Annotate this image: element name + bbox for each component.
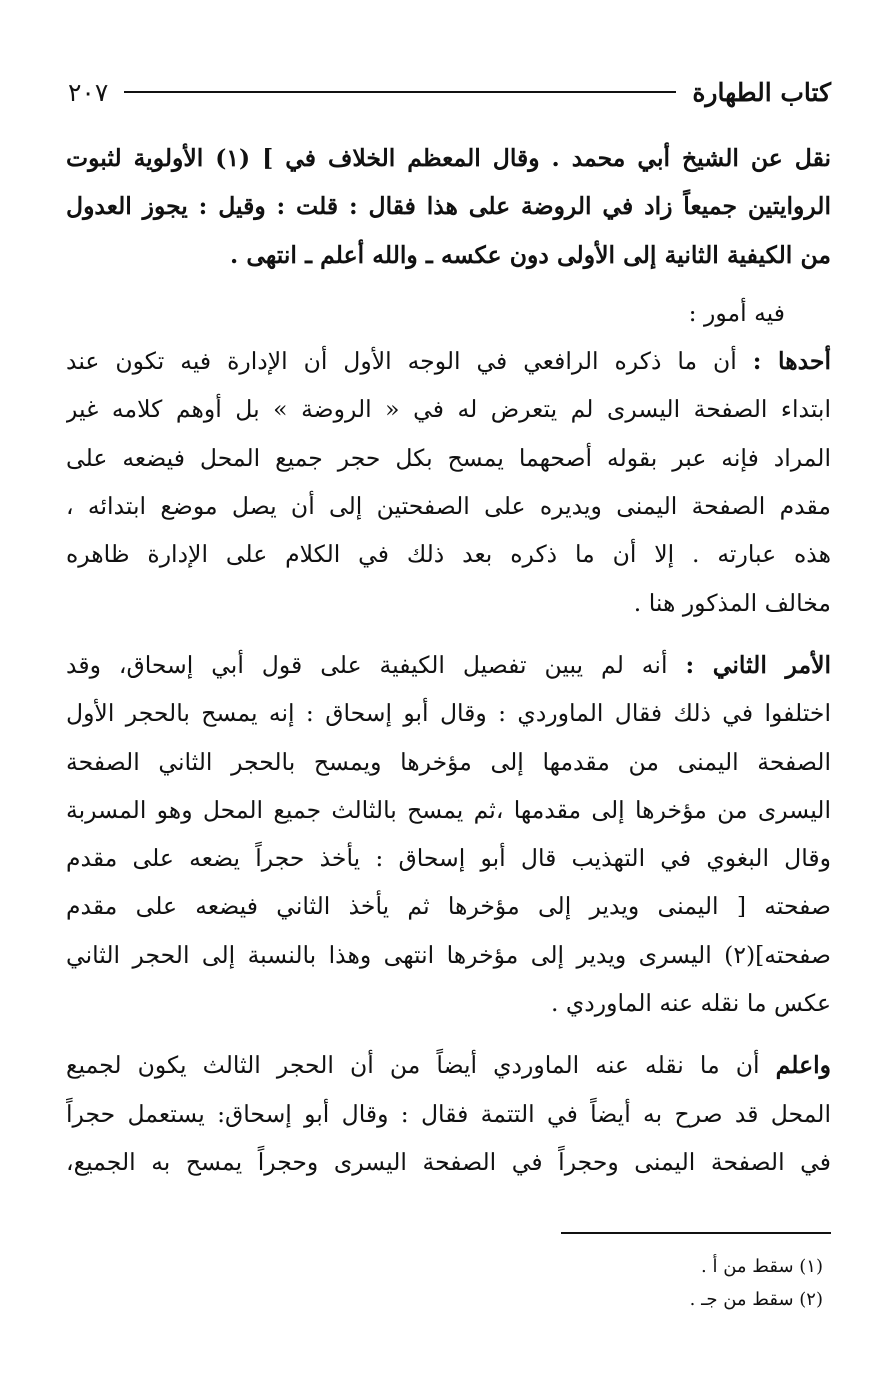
paragraph-4 <box>66 1041 831 1186</box>
text-line: اختلفوا في ذلك فقال الماوردي : وقال أبو إسحاق : إنه يمسح بالحجر الأول <box>66 699 831 728</box>
section-lead: واعلم <box>775 1051 831 1080</box>
text-line: في الصفحة اليمنى وحجراً في الصفحة اليسرى وحجراً يمسح به الجميع، <box>66 1147 831 1176</box>
footnote-2: (٢) سقط من جـ . <box>689 1289 823 1310</box>
text-line: عكس ما نقله عنه الماوردي . <box>550 989 831 1018</box>
footnotes <box>690 1250 823 1316</box>
text-line: الأمر الثاني : أنه لم يبين تفصيل الكيفية على قول أبي إسحاق، وقد <box>66 650 831 679</box>
text-line: وقال البغوي في التهذيب قال أبو إسحاق : يأخذ حجراً يضعه على مقدم <box>66 844 831 873</box>
text-line: الروايتين جميعاً زاد في الروضة على هذا فقال : قلت : وقيل : يجوز العدول <box>66 192 831 221</box>
text-line: اليسرى من مؤخرها إلى مقدمها ،ثم يمسح بالثالث جميع المحل وهو المسربة <box>66 795 831 824</box>
paragraph-3 <box>66 641 831 1027</box>
text-line: فيه أمور : <box>688 298 785 327</box>
text-line: مقدم الصفحة اليمنى ويديره على الصفحتين إلى أن يصل موضع ابتدائه ، <box>66 492 831 521</box>
section-lead: أحدها : <box>752 347 831 376</box>
section-lead: الأمر الثاني : <box>685 650 831 679</box>
chapter-title: كتاب الطهارة <box>692 77 831 107</box>
footnote-rule <box>561 1232 831 1234</box>
text-line: صفحته [ اليمنى ويدير إلى مؤخرها ثم يأخذ الثاني فيضعه على مقدم <box>66 892 831 921</box>
text-line: واعلم أن ما نقله عنه الماوردي أيضاً من أن الحجر الثالث يكون لجميع <box>66 1051 831 1080</box>
text-line: مخالف المذكور هنا . <box>633 588 831 617</box>
text-line: المحل قد صرح به أيضاً في التتمة فقال : وقال أبو إسحاق: يستعمل حجراً <box>66 1099 831 1128</box>
text-line: هذه عبارته . إلا أن ما ذكره بعد ذلك في الكلام على الإدارة ظاهره <box>66 540 831 569</box>
text-line: نقل عن الشيخ أبي محمد . وقال المعظم الخلاف في ] (١) الأولوية لثبوت <box>66 144 831 172</box>
main-text <box>66 134 831 1186</box>
paragraph-2 <box>66 337 831 627</box>
page-number: ٢٠٧ <box>68 77 109 107</box>
text-line: الصفحة اليمنى من مقدمها إلى مؤخرها ويمسح بالحجر الثاني الصفحة <box>66 747 831 776</box>
text-line: من الكيفية الثانية إلى الأولى دون عكسه ـ والله أعلم ـ انتهى . <box>229 240 831 269</box>
footnote-1: (١) سقط من أ . <box>701 1256 823 1277</box>
text-line: المراد فإنه عبر بقوله أصحهما يمسح بكل حجر جميع المحل فيضعه على <box>66 443 831 472</box>
text-line: أحدها : أن ما ذكره الرافعي في الوجه الأول أن الإدارة فيه تكون عند <box>66 347 831 376</box>
running-header <box>68 72 831 112</box>
header-rule <box>124 91 676 93</box>
text-line: ابتداء الصفحة اليسرى لم يتعرض له في « الروضة » بل أوهم كلامه غير <box>66 395 831 424</box>
paragraph-intro <box>66 289 831 337</box>
text-line: صفحته](٢) اليسرى ويدير إلى مؤخرها انتهى وهذا بالنسبة إلى الحجر الثاني <box>66 940 831 969</box>
paragraph-1 <box>66 134 831 279</box>
